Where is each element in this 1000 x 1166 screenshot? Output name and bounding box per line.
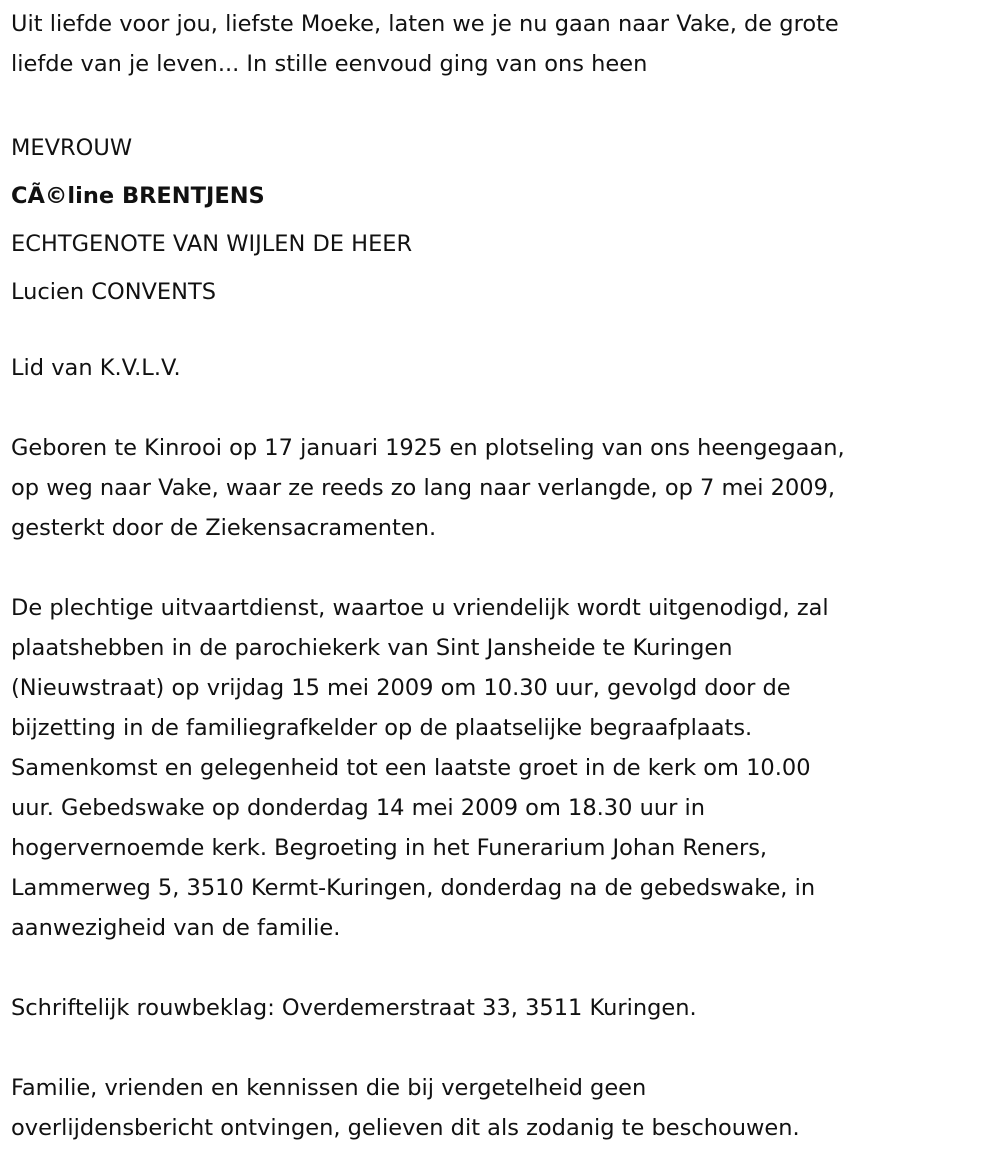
text-line: gesterkt door de Ziekensacramenten. — [11, 515, 437, 541]
membership: Lid van K.V.L.V. — [11, 355, 181, 381]
text-line: Samenkomst en gelegenheid tot een laatste groet in de kerk om 10.00 — [11, 755, 811, 781]
text-line: bijzetting in de familiegrafkelder op de plaatselijke begraafplaats. — [11, 715, 753, 741]
title: MEVROUW — [11, 135, 133, 161]
name-block — [11, 124, 1000, 316]
text-line: De plechtige uitvaartdienst, waartoe u vriendelijk wordt uitgenodigd, zal — [11, 595, 829, 621]
text-line: liefde van je leven... In stille eenvoud ging van ons heen — [11, 51, 648, 77]
relation: ECHTGENOTE VAN WIJLEN DE HEER — [11, 231, 413, 257]
text-line: overlijdensbericht ontvingen, gelieven dit als zodanig te beschouwen. — [11, 1115, 800, 1141]
text-line: op weg naar Vake, waar ze reeds zo lang naar verlangde, op 7 mei 2009, — [11, 475, 836, 501]
text-line: hogervernoemde kerk. Begroeting in het Funerarium Johan Reners, — [11, 835, 768, 861]
birth-paragraph — [11, 428, 1000, 548]
text-line: aanwezigheid van de familie. — [11, 915, 341, 941]
closing-paragraph — [11, 1068, 1000, 1148]
condolence-address: Schriftelijk rouwbeklag: Overdemerstraat 33, 3511 Kuringen. — [11, 995, 697, 1021]
text-line: (Nieuwstraat) op vrijdag 15 mei 2009 om 10.30 uur, gevolgd door de — [11, 675, 791, 701]
text-line: Uit liefde voor jou, liefste Moeke, laten we je nu gaan naar Vake, de grote — [11, 11, 839, 37]
deceased-name: CÃ©line BRENTJENS — [11, 183, 265, 209]
text-line: Geboren te Kinrooi op 17 januari 1925 en plotseling van ons heengegaan, — [11, 435, 845, 461]
text-line: Lammerweg 5, 3510 Kermt-Kuringen, donderdag na de gebedswake, in — [11, 875, 816, 901]
text-line: uur. Gebedswake op donderdag 14 mei 2009 om 18.30 uur in — [11, 795, 706, 821]
text-line: Familie, vrienden en kennissen die bij vergetelheid geen — [11, 1075, 647, 1101]
service-paragraph — [11, 588, 1000, 948]
intro-paragraph — [11, 4, 1000, 84]
spouse-name: Lucien CONVENTS — [11, 279, 216, 305]
text-line: plaatshebben in de parochiekerk van Sint Jansheide te Kuringen — [11, 635, 733, 661]
